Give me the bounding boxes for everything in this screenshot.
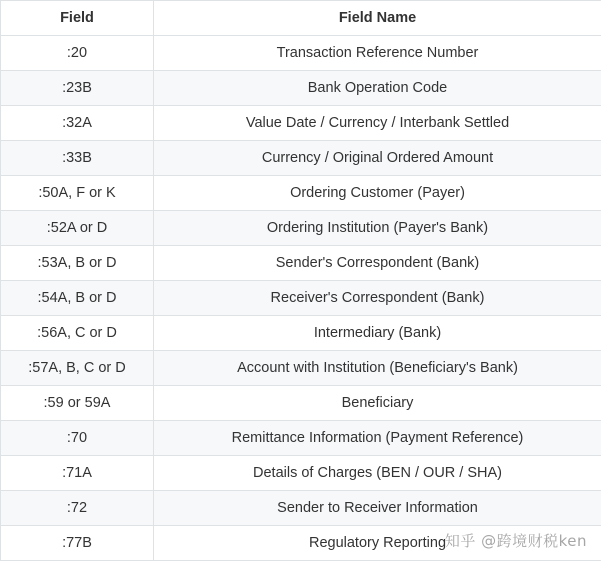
field-name: Value Date / Currency / Interbank Settled [154,106,601,141]
table-row [1,71,601,106]
field-name: Receiver's Correspondent (Bank) [154,281,601,316]
table-row [1,421,601,456]
field-code: :33B [1,141,154,176]
field-code: :57A, B, C or D [1,351,154,386]
field-code: :32A [1,106,154,141]
field-name: Ordering Institution (Payer's Bank) [154,211,601,246]
field-name: Account with Institution (Beneficiary's Bank) [154,351,601,386]
table-row [1,526,601,561]
field-code: :23B [1,71,154,106]
table-row [1,36,601,71]
field-code: :70 [1,421,154,456]
table-row [1,491,601,526]
field-code: :50A, F or K [1,176,154,211]
table-row [1,141,601,176]
header-field-name: Field Name [154,1,601,36]
field-name: Transaction Reference Number [154,36,601,71]
table-row [1,211,601,246]
field-code: :59 or 59A [1,386,154,421]
field-name: Sender's Correspondent (Bank) [154,246,601,281]
field-code: :20 [1,36,154,71]
field-name: Bank Operation Code [154,71,601,106]
field-name: Sender to Receiver Information [154,491,601,526]
table-row [1,316,601,351]
field-name: Ordering Customer (Payer) [154,176,601,211]
field-name: Remittance Information (Payment Reference) [154,421,601,456]
field-name: Details of Charges (BEN / OUR / SHA) [154,456,601,491]
field-name: Beneficiary [154,386,601,421]
table-row [1,456,601,491]
table-row [1,246,601,281]
field-code: :72 [1,491,154,526]
field-code: :56A, C or D [1,316,154,351]
table-row [1,281,601,316]
table-row [1,106,601,141]
field-code: :77B [1,526,154,561]
field-name: Intermediary (Bank) [154,316,601,351]
table-row [1,386,601,421]
zhihu-watermark: 知乎 @跨境财税ken [444,532,587,550]
field-name: Currency / Original Ordered Amount [154,141,601,176]
field-name: Regulatory Reporting [154,526,601,561]
table-row [1,176,601,211]
field-code: :52A or D [1,211,154,246]
table-header-row [1,1,601,36]
field-code: :54A, B or D [1,281,154,316]
table-row [1,351,601,386]
field-code: :71A [1,456,154,491]
header-field: Field [1,1,154,36]
field-code: :53A, B or D [1,246,154,281]
